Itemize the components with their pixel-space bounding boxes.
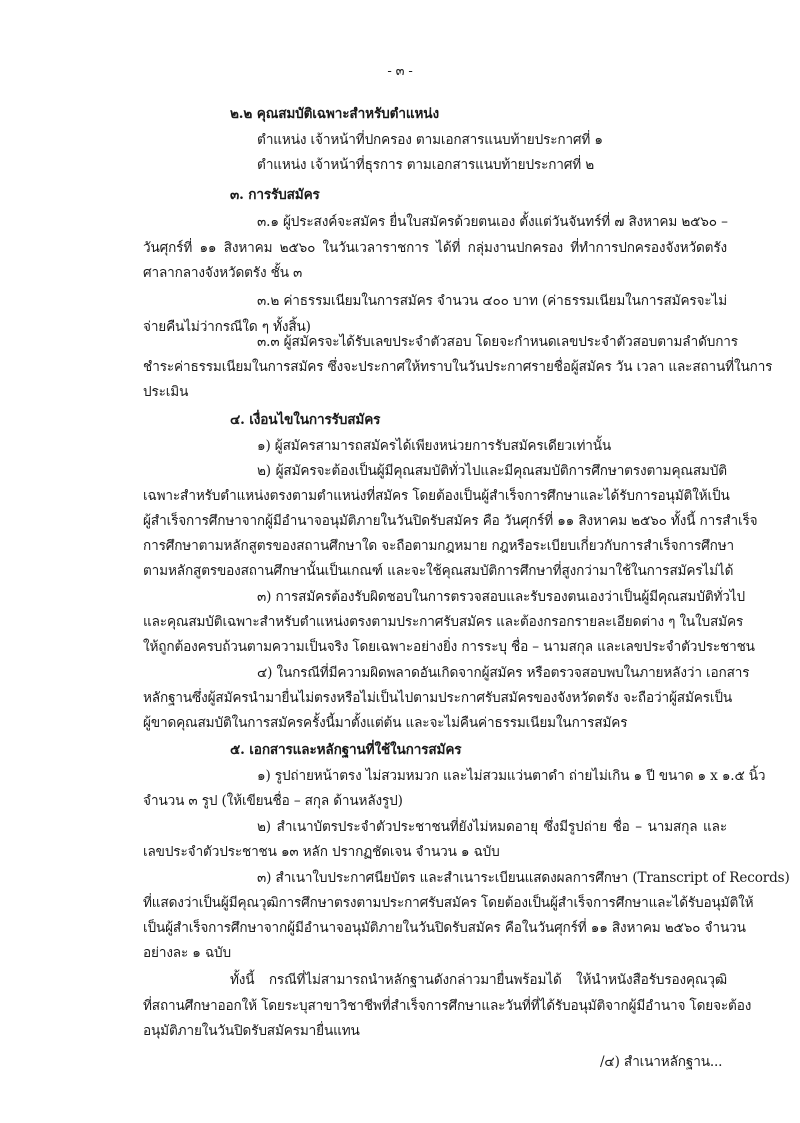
s4-p2-line: ๒) ผู้สมัครจะต้องเป็นผู้มีคุณสมบัติทั่วไปและมีคุณสมบัติการศึกษาตรงตามคุณสมบัติ (257, 463, 727, 479)
s3-p3-line: ๓.๓ ผู้สมัครจะได้รับเลขประจำตัวสอบ โดยจะกำหนดเลขประจำตัวสอบตามลำดับการ (257, 334, 738, 350)
section-2-2-heading: ๒.๒ คุณสมบัติเฉพาะสำหรับตำแหน่ง (230, 106, 439, 122)
s5-p1-line: ๑) รูปถ่ายหน้าตรง ไม่สวมหมวก และไม่สวมแว่นตาดำ ถ่ายไม่เกิน ๑ ปี ขนาด ๑ x ๑.๕ นิ้ว (257, 768, 766, 784)
s22-item-2: ตำแหน่ง เจ้าหน้าที่ธุรการ ตามเอกสารแนบท้ายประกาศที่ ๒ (257, 157, 595, 173)
s22-item-1: ตำแหน่ง เจ้าหน้าที่ปกครอง ตามเอกสารแนบท้ายประกาศที่ ๑ (257, 132, 603, 148)
continuation-note: /๔) สำเนาหลักฐาน... (600, 1054, 723, 1070)
s5-p4-line: อนุมัติภายในวันปิดรับสมัครมายื่นแทน (143, 1023, 360, 1039)
s3-p1-line: วันศุกร์ที่ ๑๑ สิงหาคม ๒๕๖๐ ในวันเวลาราชการ ได้ที่ กลุ่มงานปกครอง ที่ทำการปกครองจังหวัดตรัง (143, 240, 727, 256)
section-4-heading: ๔. เงื่อนไขในการรับสมัคร (230, 412, 381, 428)
s5-p2-line: ๒) สำเนาบัตรประจำตัวประชาชนที่ยังไม่หมดอายุ ซึ่งมีรูปถ่าย ชื่อ – นามสกุล และ (257, 819, 727, 835)
s5-p3-line: ๓) สำเนาใบประกาศนียบัตร และสำเนาระเบียนแสดงผลการศึกษา (Transcript of Records) (257, 870, 790, 886)
s5-p3-line: เป็นผู้สำเร็จการศึกษาจากผู้มีอำนาจอนุมัติภายในวันปิดรับสมัคร คือในวันศุกร์ที่ ๑๑ สิงหาคม ๒๕๖๐ จำนวน (143, 920, 746, 936)
section-3-heading: ๓. การรับสมัคร (230, 187, 320, 203)
s5-p3-line: อย่างละ ๑ ฉบับ (143, 945, 232, 961)
s4-p1-line: ๑) ผู้สมัครสามารถสมัครได้เพียงหน่วยการรับสมัครเดียวเท่านั้น (257, 438, 612, 454)
s4-p3-line: ให้ถูกต้องครบถ้วนตามความเป็นจริง โดยเฉพาะอย่างยิ่ง การระบุ ชื่อ – นามสกุล และเลขประจำตัวประชาชน (143, 639, 755, 655)
s3-p3-line: ประเมิน (143, 384, 189, 400)
s3-p1-line: ศาลากลางจังหวัดตรัง ชั้น ๓ (143, 265, 303, 281)
s3-p2-line: ๓.๒ ค่าธรรมเนียมในการสมัคร จำนวน ๔๐๐ บาท (ค่าธรรมเนียมในการสมัครจะไม่ (257, 293, 727, 309)
s4-p4-line: หลักฐานซึ่งผู้สมัครนำมายื่นไม่ตรงหรือไม่เป็นไปตามประกาศรับสมัครของจังหวัดตรัง จะถือว่าผู้สมัครเป็น (143, 690, 732, 706)
s3-p1-line: ๓.๑ ผู้ประสงค์จะสมัคร ยื่นใบสมัครด้วยตนเอง ตั้งแต่วันจันทร์ที่ ๗ สิงหาคม ๒๕๖๐ – (257, 214, 728, 230)
s4-p2-line: การศึกษาตามหลักสูตรของสถานศึกษาใด จะถือตามกฎหมาย กฎหรือระเบียบเกี่ยวกับการสำเร็จการศึกษา (143, 538, 735, 554)
s5-p2-line: เลขประจำตัวประชาชน ๑๓ หลัก ปรากฏชัดเจน จำนวน ๑ ฉบับ (143, 844, 500, 860)
s4-p4-line: ๔) ในกรณีที่มีความผิดพลาดอันเกิดจากผู้สมัคร หรือตรวจสอบพบในภายหลังว่า เอกสาร (257, 665, 750, 681)
section-5-heading: ๕. เอกสารและหลักฐานที่ใช้ในการสมัคร (230, 742, 462, 758)
s4-p3-line: และคุณสมบัติเฉพาะสำหรับตำแหน่งตรงตามประกาศรับสมัคร และต้องกรอกรายละเอียดต่าง ๆ ในใบสมัคร (143, 614, 744, 630)
s3-p2-line: จ่ายคืนไม่ว่ากรณีใด ๆ ทั้งสิ้น) (143, 319, 311, 335)
s5-p4-line: ที่สถานศึกษาออกให้ โดยระบุสาขาวิชาชีพที่สำเร็จการศึกษาและวันที่ที่ได้รับอนุมัติจากผู้มีอำนาจ โดยจะต้อง (143, 998, 752, 1014)
s4-p4-line: ผู้ขาดคุณสมบัติในการสมัครครั้งนี้มาตั้งแต่ต้น และจะไม่คืนค่าธรรมเนียมในการสมัคร (143, 715, 628, 731)
s5-p4-line: ทั้งนี้ กรณีที่ไม่สามารถนำหลักฐานดังกล่าวมายื่นพร้อมได้ ให้นำหนังสือรับรองคุณวุฒิ (230, 972, 727, 988)
s4-p3-line: ๓) การสมัครต้องรับผิดชอบในการตรวจสอบและรับรองตนเองว่าเป็นผู้มีคุณสมบัติทั่วไป (257, 589, 745, 605)
s3-p3-line: ชำระค่าธรรมเนียมในการสมัคร ซึ่งจะประกาศให้ทราบในวันประกาศรายชื่อผู้สมัคร วัน เวลา และสถานที่ในการ (143, 359, 773, 375)
s5-p3-line: ที่แสดงว่าเป็นผู้มีคุณวุฒิการศึกษาตรงตามประกาศรับสมัคร โดยต้องเป็นผู้สำเร็จการศึกษาและได้รับอนุมัติให้ (143, 895, 754, 911)
page-number: - ๓ - (387, 64, 413, 79)
s4-p2-line: เฉพาะสำหรับตำแหน่งตรงตามตำแหน่งที่สมัคร โดยต้องเป็นผู้สำเร็จการศึกษาและได้รับการอนุมัติให้เป็น (143, 488, 730, 504)
s5-p1-line: จำนวน ๓ รูป (ให้เขียนชื่อ – สกุล ด้านหลังรูป) (143, 793, 403, 809)
s4-p2-line: ตามหลักสูตรของสถานศึกษานั้นเป็นเกณฑ์ และจะใช้คุณสมบัติการศึกษาที่สูงกว่ามาใช้ในการสมัครไม่ได้ (143, 563, 734, 579)
s4-p2-line: ผู้สำเร็จการศึกษาจากผู้มีอำนาจอนุมัติภายในวันปิดรับสมัคร คือ วันศุกร์ที่ ๑๑ สิงหาคม ๒๕๖๐ ทั้งนี้ การสำเร็จ (143, 513, 758, 529)
